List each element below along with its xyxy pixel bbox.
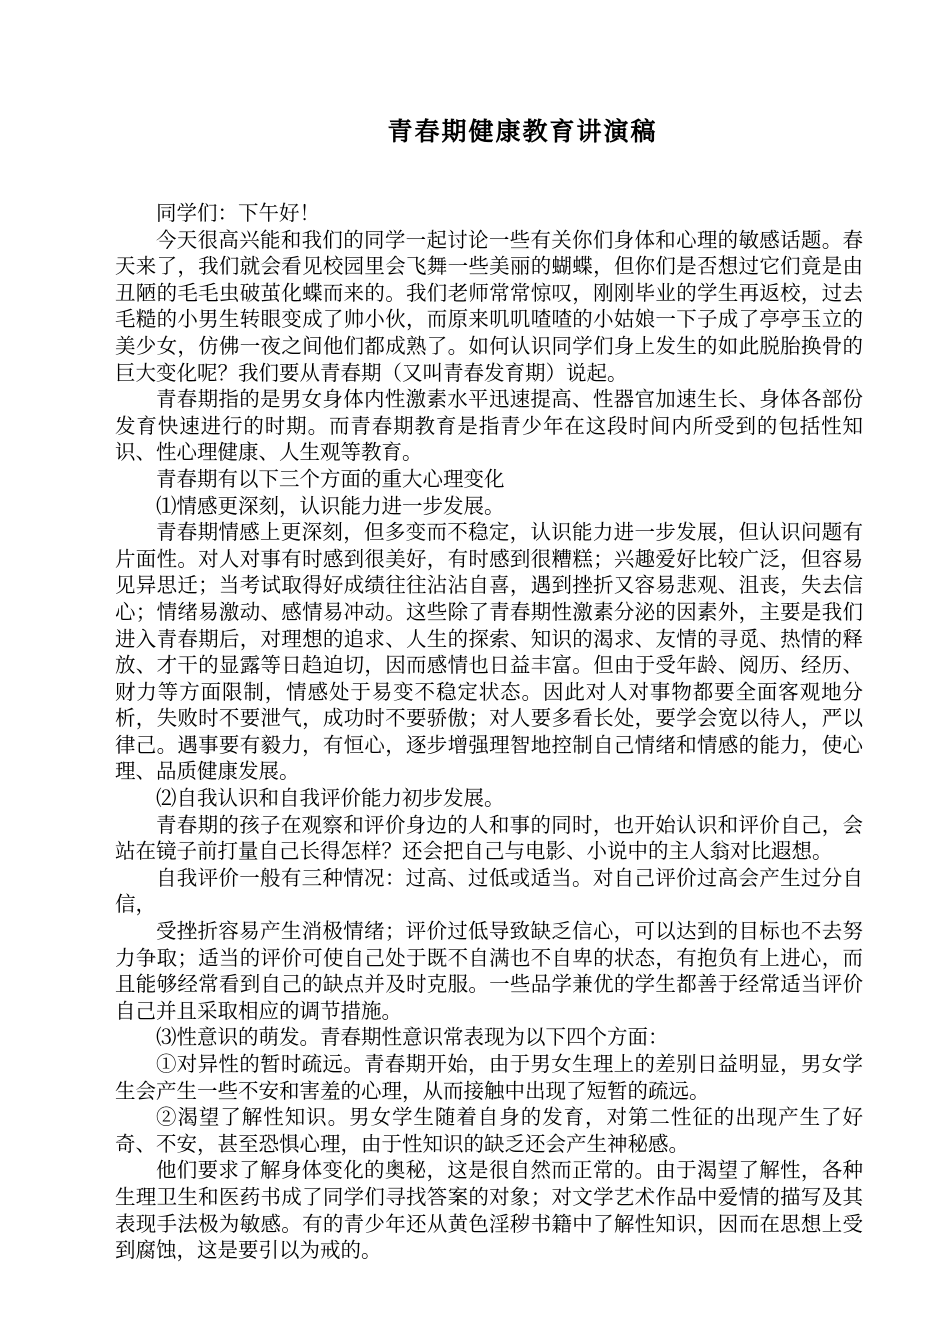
body-paragraph: 青春期的孩子在观察和评价身边的人和事的同时，也开始认识和评价自己，会站在镜子前打量自己长得怎样？还会把自己与电影、小说中的主人翁对比遐想。 bbox=[115, 812, 863, 864]
body-paragraph: 今天很高兴能和我们的同学一起讨论一些有关你们身体和心理的敏感话题。春天来了，我们就会看见校园里会飞舞一些美丽的蝴蝶，但你们是否想过它们竟是由丑陋的毛毛虫破茧化蝶而来的。我们老师常常惊叹，刚刚毕业的学生再返校，过去毛糙的小男生转眼变成了帅小伙，而原来叽叽喳喳的小姑娘一下子成了亭亭玉立的美少女，仿佛一夜之间他们都成熟了。如何认识同学们身上发生的如此脱胎换骨的巨大变化呢？我们要从青春期（又叫青春发育期）说起。 bbox=[115, 227, 863, 385]
body-paragraph: 自我评价一般有三种情况：过高、过低或适当。对自己评价过高会产生过分自信， bbox=[115, 865, 863, 917]
body-paragraph: 青春期有以下三个方面的重大心理变化 bbox=[156, 466, 505, 491]
body-paragraph: 青春期情感上更深刻，但多变而不稳定，认识能力进一步发展，但认识问题有片面性。对人对事有时感到很美好，有时感到很糟糕；兴趣爱好比较广泛，但容易见异思迁；当考试取得好成绩往往沾沾自喜，遇到挫折又容易悲观、沮丧，失去信心；情绪易激动、感情易冲动。这些除了青春期性激素分泌的因素外，主要是我们进入青春期后，对理想的追求、人生的探索、知识的渴求、友情的寻觅、热情的释放、才干的显露等日趋迫切，因而感情也日益丰富。但由于受年龄、阅历、经历、财力等方面限制，情感处于易变不稳定状态。因此对人对事物都要全面客观地分析，失败时不要泄气，成功时不要骄傲；对人要多看长处，要学会宽以待人，严以律己。遇事要有毅力，有恒心，逐步增强理智地控制自己情绪和情感的能力，使心理、品质健康发展。 bbox=[115, 520, 863, 784]
document-title: 青春期健康教育讲演稿 bbox=[387, 117, 658, 146]
document-body bbox=[115, 200, 863, 1264]
section-heading: ⑶性意识的萌发。青春期性意识常表现为以下四个方面： bbox=[156, 1025, 669, 1050]
section-heading: ⑵自我认识和自我评价能力初步发展。 bbox=[156, 786, 505, 811]
body-paragraph: 他们要求了解身体变化的奥秘，这是很自然而正常的。由于渴望了解性，各种生理卫生和医药书成了同学们寻找答案的对象；对文学艺术作品中爱情的描写及其表现手法极为敏感。有的青少年还从黄色淫秽书籍中了解性知识，因而在思想上受到腐蚀，这是要引以为戒的。 bbox=[115, 1158, 863, 1263]
body-paragraph: 受挫折容易产生消极情绪；评价过低导致缺乏信心，可以达到的目标也不去努力争取；适当的评价可使自己处于既不自满也不自卑的状态，有抱负有上进心，而且能够经常看到自己的缺点并及时克服。一些品学兼优的学生都善于经常适当评价自己并且采取相应的调节措施。 bbox=[115, 919, 863, 1023]
section-heading: ⑴情感更深刻，认识能力进一步发展。 bbox=[156, 493, 505, 518]
body-paragraph: 青春期指的是男女身体内性激素水平迅速提高、性器官加速生长、身体各部份发育快速进行的时期。而青春期教育是指青少年在这段时间内所受到的包括性知识、性心理健康、人生观等教育。 bbox=[115, 387, 863, 465]
list-item: ①对异性的暂时疏远。青春期开始，由于男女生理上的差别日益明显，男女学生会产生一些不安和害羞的心理，从而接触中出现了短暂的疏远。 bbox=[115, 1052, 863, 1103]
list-item: ②渴望了解性知识。男女学生随着自身的发育，对第二性征的出现产生了好奇、不安，甚至恐惧心理，由于性知识的缺乏还会产生神秘感。 bbox=[115, 1105, 863, 1156]
greeting-paragraph: 同学们：下午好！ bbox=[156, 201, 320, 225]
